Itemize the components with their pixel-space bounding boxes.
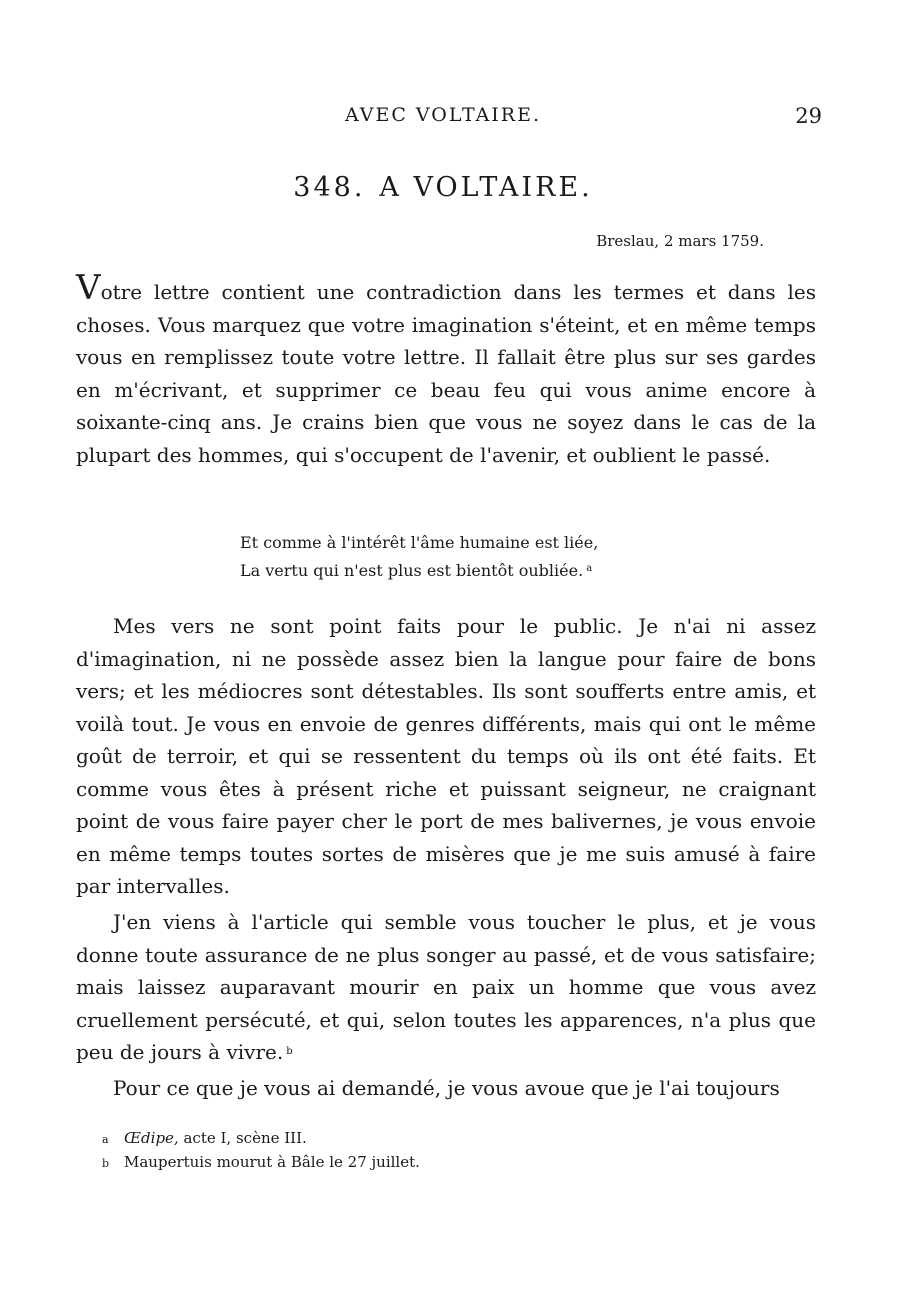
paragraph-3-text: J'en viens à l'article qui semble vous toucher le plus, et je vous donne toute assurance de ne plus songer au passé, et de vous satisfaire; mais laissez auparavant mourir en paix un homme que vous avez cruellement persécuté, et qui, selon toutes les apparences, n'a plus que peu de jours à vivre.	[76, 910, 816, 1064]
paragraph-4-text: Pour ce que je vous ai demandé, je vous avoue que je l'ai toujours	[113, 1076, 780, 1100]
paragraph-1-text: otre lettre contient une contradiction dans les termes et dans les choses. Vous marquez que votre imagination s'éteint, et en même temps vous en remplissez toute votre lettre. Il fallait être plus sur ses gardes en m'écrivant, et supprimer ce beau feu qui vous anime encore à soixante-cinq ans. Je crains bien que vous ne soyez dans le cas de la plupart des hommes, qui s'occupent de l'avenir, et oublient le passé.	[76, 280, 816, 467]
footnotes	[102, 1127, 802, 1175]
footnote-mark: b	[102, 1157, 110, 1170]
paragraph-1	[76, 268, 816, 471]
verse-line-1: Et comme à l'intérêt l'âme humaine est liée,	[240, 533, 599, 552]
letter-title: A VOLTAIRE.	[379, 172, 593, 203]
footnote-text: Maupertuis mourut à Bâle le 27 juillet.	[124, 1153, 420, 1171]
dateline: Breslau, 2 mars 1759.	[596, 232, 764, 250]
footnote-text: acte I, scène III.	[178, 1129, 307, 1147]
letter-heading	[0, 172, 886, 203]
verse-quote	[240, 530, 760, 584]
paragraph-4	[76, 1072, 816, 1105]
paragraph-2	[76, 610, 816, 903]
footnote-mark: a	[102, 1133, 109, 1146]
footnote-b	[102, 1151, 802, 1175]
running-title: AVEC VOLTAIRE.	[344, 104, 542, 126]
page-number: 29	[795, 104, 822, 128]
initial-letter: V	[76, 268, 101, 308]
paragraph-3	[76, 906, 816, 1069]
paragraph-2-text: Mes vers ne sont point faits pour le public. Je n'ai ni assez d'imagination, ni ne possède assez bien la langue pour faire de bons vers; et les médiocres sont détestables. Ils sont soufferts entre amis, et voilà tout. Je vous en envoie de genres différents, mais qui ont le même goût de terroir, et qui se ressentent du temps où ils ont été faits. Et comme vous êtes à présent riche et puissant seigneur, ne craignant point de vous faire payer cher le port de mes balivernes, je vous envoie en même temps toutes sortes de misères que je me suis amusé à faire par intervalles.	[76, 614, 816, 898]
footnote-work-title: Œdipe,	[124, 1129, 179, 1147]
running-head	[0, 104, 900, 130]
footnote-a	[102, 1127, 802, 1151]
letter-number: 348.	[293, 172, 366, 203]
footnote-ref-a[interactable]: a	[586, 563, 593, 574]
footnote-ref-b[interactable]: b	[286, 1046, 293, 1057]
verse-line-2: La vertu qui n'est plus est bientôt oubliée.	[240, 561, 584, 580]
